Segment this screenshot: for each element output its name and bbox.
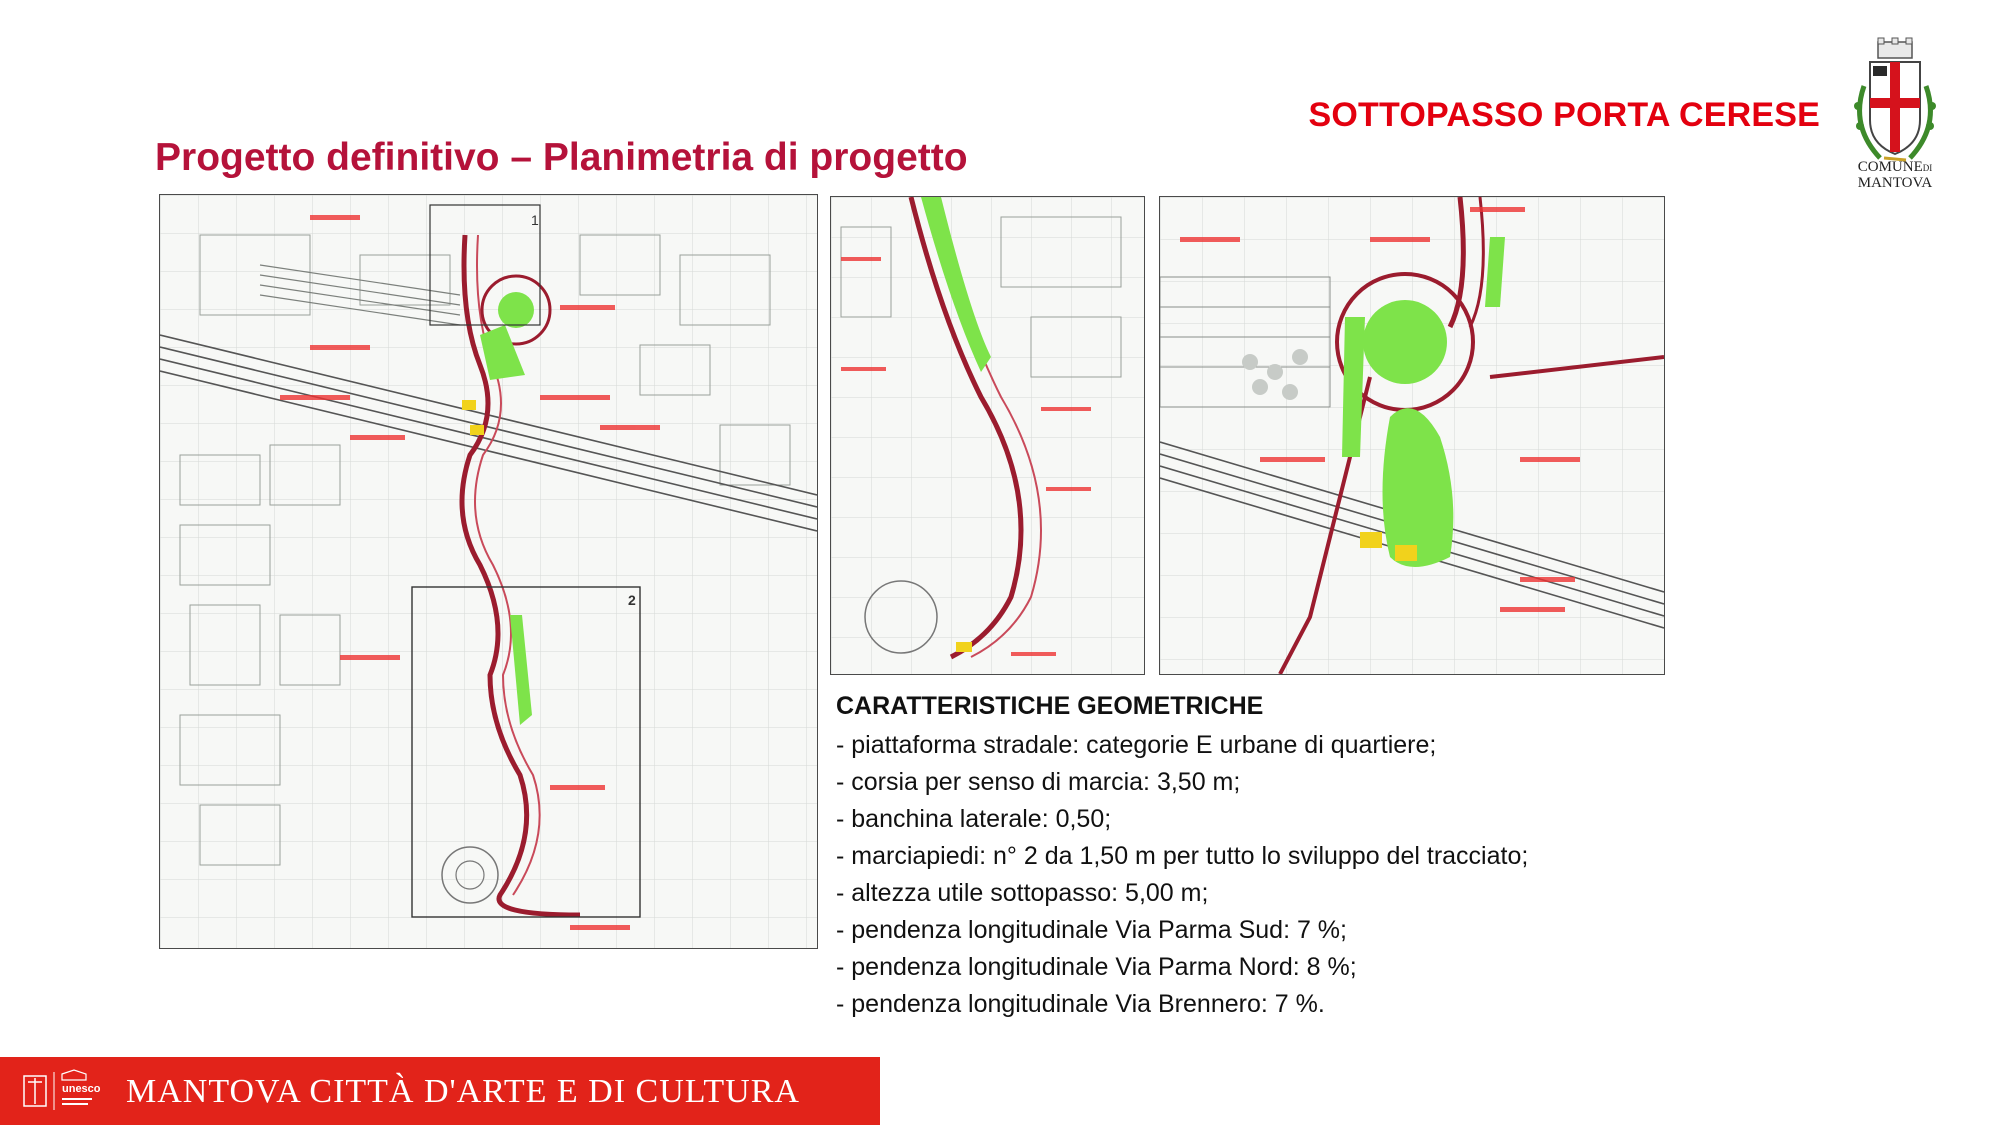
crest-label-line1-small: DI: [1922, 163, 1933, 173]
specs-title: CARATTERISTICHE GEOMETRICHE: [836, 692, 1264, 720]
unesco-logo-text: unesco: [62, 1083, 101, 1095]
spec-item: - piattaforma stradale: categorie E urbane di quartiere;: [836, 731, 1437, 759]
slide-title: Progetto definitivo – Planimetria di progetto: [155, 136, 968, 179]
footer-slogan: MANTOVA CITTÀ D'ARTE E DI CULTURA: [126, 1073, 800, 1110]
detail-box-label-1: 1: [531, 212, 539, 228]
spec-item: - pendenza longitudinale Via Parma Nord: 8 %;: [836, 953, 1357, 981]
unesco-logo-icon: [22, 1068, 112, 1114]
site-plan-overview-drawing: [160, 195, 817, 948]
crest-label-line2: MANTOVA: [1857, 175, 1933, 191]
spec-item: - marciapiedi: n° 2 da 1,50 m per tutto lo sviluppo del tracciato;: [836, 842, 1529, 870]
spec-item: - altezza utile sottopasso: 5,00 m;: [836, 879, 1209, 907]
project-title: SOTTOPASSO PORTA CERESE: [1308, 96, 1820, 134]
crest-label: [1832, 160, 1958, 191]
site-plan-overview: [159, 194, 818, 949]
geometric-characteristics: [836, 692, 1656, 1023]
site-plan-detail-roundabout-drawing: [1160, 197, 1664, 674]
site-plan-detail-roundabout: [1159, 196, 1665, 675]
detail-box-label-2: 2: [628, 592, 636, 608]
spec-item: - pendenza longitudinale Via Brennero: 7 %.: [836, 990, 1325, 1018]
spec-item: - banchina laterale: 0,50;: [836, 805, 1112, 833]
site-plan-detail-south-drawing: [831, 197, 1144, 674]
spec-item: - pendenza longitudinale Via Parma Sud: 7 %;: [836, 916, 1347, 944]
spec-item: - corsia per senso di marcia: 3,50 m;: [836, 768, 1241, 796]
site-plan-detail-south: [830, 196, 1145, 675]
crest-label-line1: COMUNE: [1857, 159, 1923, 175]
